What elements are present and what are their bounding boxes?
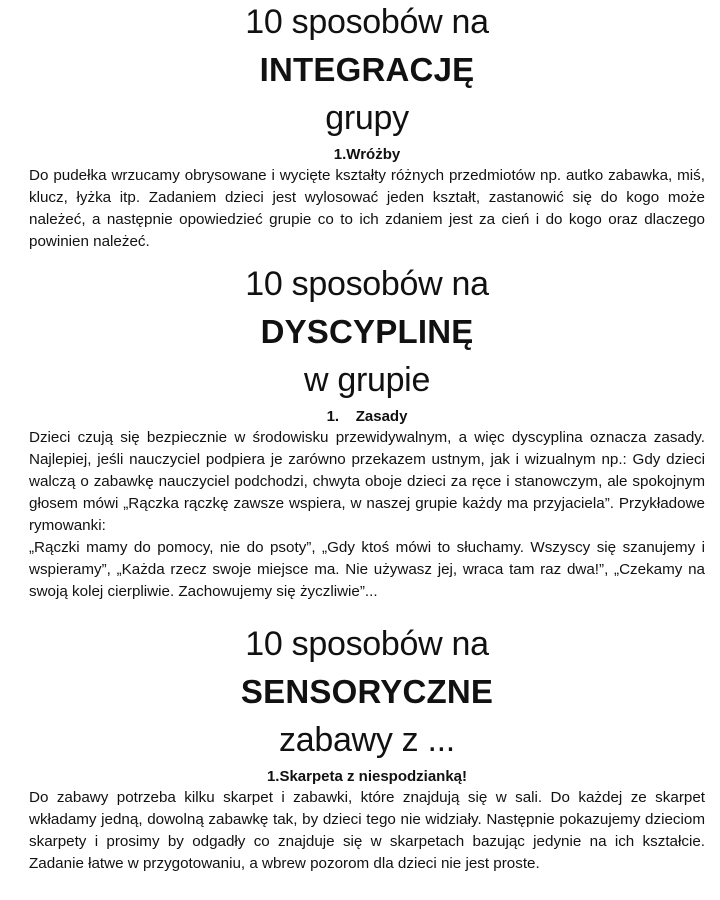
section-title-line1: 10 sposobów na [245,3,489,41]
section-sensory [29,620,705,875]
section-discipline [29,260,705,603]
section-subheading: 1. Zasady [326,408,408,425]
section-body [29,427,705,603]
body-paragraph: Dzieci czują się bezpiecznie w środowisku przewidywalnym, a więc dyscyplina oznacza zasady. Najlepiej, jeśli nauczyciel podpiera je zarówno przekazem ustnym, jak i wizualnym np.: Gdy dzieci walczą o zabawkę nauczyciel podchodzi, chwyta oboje dzieci za ręce i stanowczym, ale spokojnym głosem mówi „Rączka rączkę zawsze wspiera, w naszej grupie każdy ma przyjaciela”. Przykładowe rymowanki: [29,429,705,534]
section-title-line1: 10 sposobów na [245,625,489,663]
section-title-line3: grupy [325,99,409,137]
section-title-keyword: SENSORYCZNE [240,673,494,710]
section-title-line1: 10 sposobów na [245,265,489,303]
body-paragraph: „Rączki mamy do pomocy, nie do psoty”, „Gdy ktoś mówi to słuchamy. Wszyscy się szanujemy i wspieramy”, „Każda rzecz swoje miejsce ma. Nie używasz jej, wraca tam raz dwa!”, „Czekamy na swoją kolej cierpliwie. Zachowujemy się życzliwie”... [29,539,705,600]
section-body [29,787,705,875]
section-body [29,165,705,253]
section-subheading: 1.Wróżby [333,146,401,163]
section-title-line3: zabawy z ... [279,721,455,759]
body-paragraph: Do zabawy potrzeba kilku skarpet i zabawki, które znajdują się w sali. Do każdej ze skarpet wkładamy jedną, dowolną zabawkę tak, by dzieci tego nie widziały. Następnie pokazujemy dzieciom skarpety i prosimy by odgadły co znajduje się w skarpetach bazując jedynie na ich kształcie. Zadanie łatwe w przygotowaniu, a wbrew pozorom dla dzieci nie jest proste. [29,789,705,872]
section-title-keyword: INTEGRACJĘ [259,51,475,88]
section-subheading: 1.Skarpeta z niespodzianką! [266,768,468,785]
body-paragraph: Do pudełka wrzucamy obrysowane i wycięte kształty różnych przedmiotów np. autko zabawka, miś, klucz, łyżka itp. Zadaniem dzieci jest wylosować jeden kształt, zastanowić się do kogo może należeć, a następnie opowiedzieć grupie co to ich zdaniem jest za cień i do kogo oraz dlaczego powinien należeć. [29,167,705,250]
section-title-keyword: DYSCYPLINĘ [260,313,474,350]
section-title-line3: w grupie [303,361,431,399]
section-integration [29,0,705,253]
